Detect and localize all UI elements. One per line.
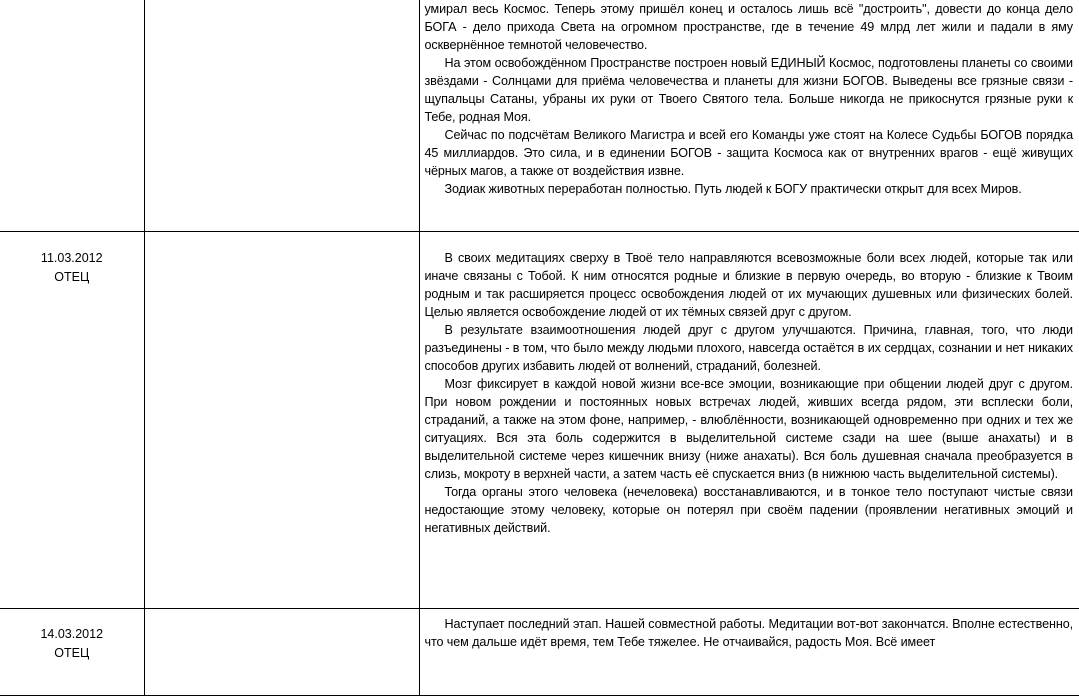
table-row xyxy=(0,232,1079,609)
entry-paragraph: На этом освобождённом Пространстве построен новый ЕДИНЫЙ Космос, подготовлены планеты со своими звёздами - Солнцами для приёма человечества и планеты для жизни БОГОВ. Выведены все грязные связи - щупальцы Сатаны, убраны их руки от Твоего Святого тела. Больше никогда не прикоснутся грязные руки к Тебе, родная Моя. xyxy=(424,56,1073,124)
entry-text-cell xyxy=(419,232,1079,609)
entry-text-cell xyxy=(419,0,1079,232)
empty-cell xyxy=(144,0,419,232)
entry-paragraph: Сейчас по подсчётам Великого Магистра и всей его Команды уже стоят на Колесе Судьбы БОГОВ порядка 45 миллиардов. Это сила, и в единении БОГОВ - защита Космоса как от внутренних врагов - ещё живущих чёрных магов, а также от воздействия извне. xyxy=(424,128,1073,178)
empty-cell xyxy=(144,232,419,609)
entry-author: ОТЕЦ xyxy=(54,646,90,660)
empty-cell xyxy=(144,609,419,696)
entry-author: ОТЕЦ xyxy=(54,270,90,284)
entry-paragraph: В своих медитациях сверху в Твоё тело направляются всевозможные боли всех людей, которые так или иначе связаны с Тобой. К ним относятся родные и близкие в первую очередь, во вторую - близкие к Твоим родным и так расширяется процесс освобождения людей от их мучающих душевных или физических болей. Целью является освобождение людей от их тёмных связей друг с другом. xyxy=(424,251,1073,319)
entry-paragraph: В результате взаимоотношения людей друг с другом улучшаются. Причина, главная, того, что люди разъединены - в том, что было между людьми плохого, навсегда остаётся в их сердцах, сознании и нет никаких способов других избавить людей от волнений, страданий, болезней. xyxy=(424,323,1073,373)
entry-date: 11.03.2012 xyxy=(40,251,103,265)
entry-paragraph: Наступает последний этап. Нашей совместной работы. Медитации вот-вот закончатся. Вполне естественно, что чем дальше идёт время, тем Тебе тяжелее. Не отчаивайся, радость Моя. Всё имеет xyxy=(424,617,1073,649)
entry-text-cell xyxy=(419,609,1079,696)
entry-paragraph: Тогда органы этого человека (нечеловека) восстанавливаются, и в тонкое тело поступают чистые связи недостающие этому человеку, которые он потерял при своём падении (проявлении негативных эмоций и негативных действий. xyxy=(424,485,1073,535)
date-cell xyxy=(0,0,144,232)
date-cell xyxy=(0,232,144,609)
entry-paragraph: Мозг фиксирует в каждой новой жизни все-все эмоции, возникающие при общении людей друг с другом. При новом рождении и постоянных новых встречах людей, живших всегда рядом, эти всплески боли, страданий, а также на этом фоне, например, - влюблённости, возникающей одновременно при одних и тех же ситуациях. Вся эта боль содержится в выделительной системе сзади на шее (выше анахаты) и в выделительной системе через кишечник внизу (ниже анахаты). Вся боль душевная сначала преобразуется в слизь, мокроту в верхней части, а затем часть её спускается вниз (в нижнюю часть выделительной системы). xyxy=(424,377,1073,481)
entry-paragraph: Зодиак животных переработан полностью. Путь людей к БОГУ практически открыт для всех Миров. xyxy=(444,182,1022,196)
date-cell xyxy=(0,609,144,696)
entry-paragraph: умирал весь Космос. Теперь этому пришёл конец и осталось лишь всё "достроить", довести до конца дело БОГА - дело прихода Света на огромном пространстве, где в течение 49 млрд лет жили и падали в яму осквернённое темнотой человечество. xyxy=(424,2,1073,52)
table-row xyxy=(0,0,1079,232)
table-row xyxy=(0,609,1079,696)
entry-date: 14.03.2012 xyxy=(40,627,104,641)
